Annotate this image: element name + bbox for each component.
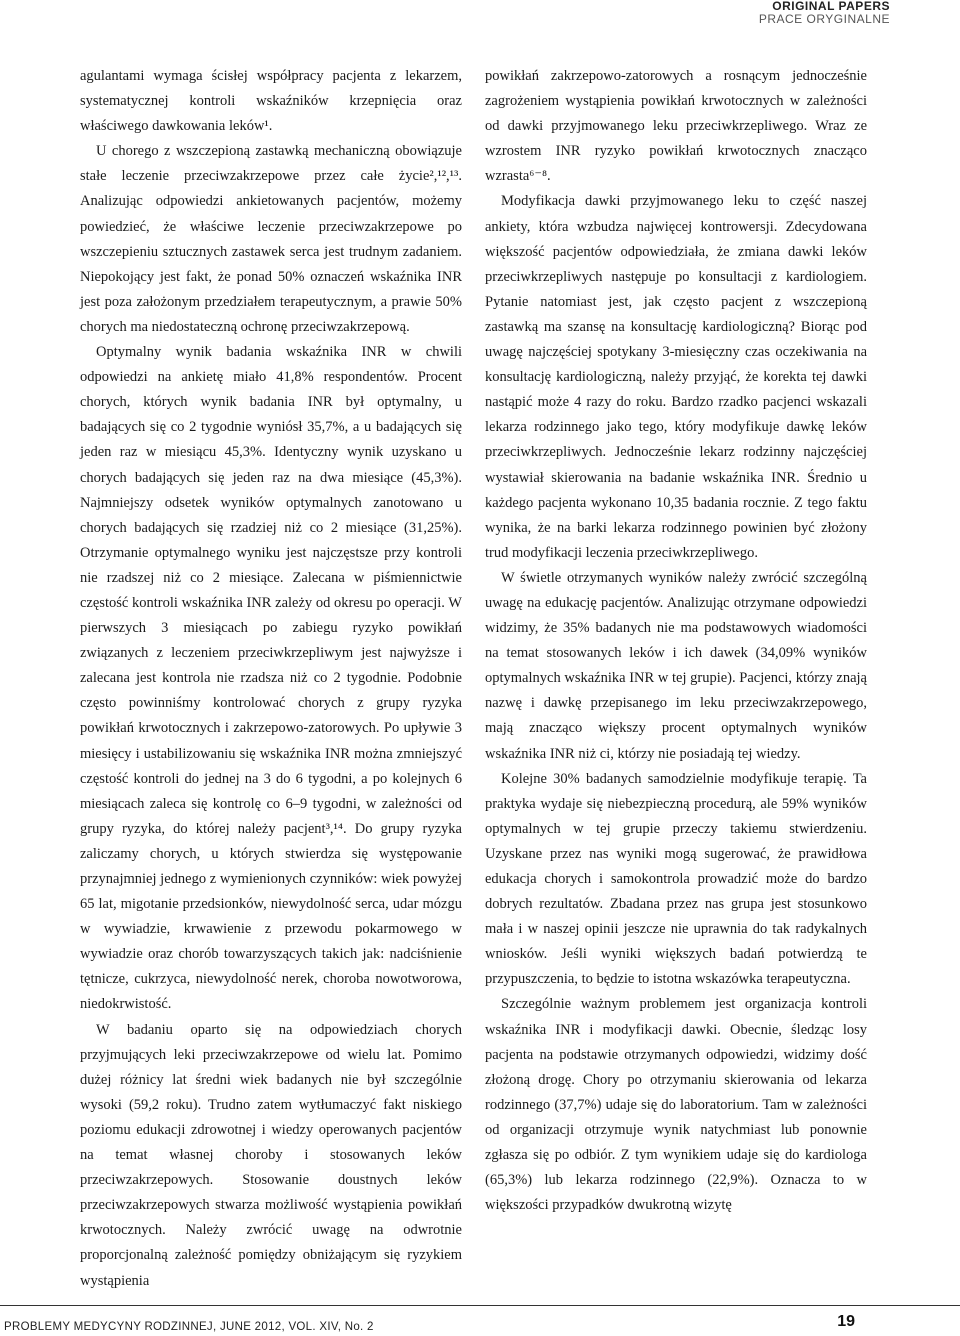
- paragraph: W badaniu oparto się na odpowiedziach chorych przyjmujących leki przeciwzakrzepowe od wielu lat. Pomimo dużej różnicy lat średni wiek badanych nie był szczególnie wysoki (59,2 roku). Trudno zatem wytłumaczyć fakt niskiego poziomu edukacji zdrowotnej i wiedzy operowanych pacjentów na temat własnej choroby i stosowanych leków przeciwzakrzepowych. Stosowanie doustnych leków przeciwzakrzepowych stwarza możliwość wystąpienia powikłań krwotocznych. Należy zwrócić uwagę na odwrotnie proporcjonalną zależność pomiędzy obniżającym się ryzykiem wystąpienia: [80, 1021, 462, 1289]
- paragraph: agulantami wymaga ścisłej współpracy pacjenta z lekarzem, systematycznej kontroli wskaźników krzepnięcia oraz właściwego dawkowania leków¹.: [80, 68, 462, 135]
- paragraph: powikłań zakrzepowo-zatorowych a rosnącym jednocześnie zagrożeniem wystąpienia powikłań krwotocznych w zależności od dawki przyjmowanego leku przeciwkrzepliwego. Wraz ze wzrostem INR ryzyko powikłań krwotocznych znacząco wzrasta⁶⁻⁸.: [485, 68, 867, 185]
- header-section-title-en: ORIGINAL PAPERS: [772, 0, 890, 13]
- footer-divider: [0, 1305, 960, 1306]
- journal-footer: PROBLEMY MEDYCYNY RODZINNEJ, JUNE 2012, VOL. XIV, No. 2: [4, 1321, 374, 1333]
- header-section-title-pl: PRACE ORYGINALNE: [758, 12, 890, 26]
- paragraph: Szczególnie ważnym problemem jest organizacja kontroli wskaźnika INR i modyfikacji dawki. Obecnie, śledząc losy pacjenta na podstawie otrzymanych odpowiedzi, widzimy dość złożoną drogę. Chory po otrzymaniu skierowania od lekarza rodzinnego (37,7%) udaje się do laboratorium. Tam w zależności od organizacji otrzymuje wynik natychmiast lub ponownie zgłasza się po odbiór. Z tym wynikiem udaje się do kardiologa (65,3%) lub lekarza rodzinnego (22,9%). Oznacza to w większości przypadków dwukrotną wizytę: [485, 996, 867, 1214]
- paragraph: U chorego z wszczepioną zastawką mechaniczną obowiązuje stałe leczenie przeciwzakrzepowe przez całe życie²,¹²,¹³. Analizując odpowiedzi ankietowanych pacjentów, możemy powiedzieć, że właściwe leczenie przeciwzakrzepowe po wszczepieniu sztucznych zastawek serca jest trudnym zadaniem. Niepokojący jest fakt, że ponad 50% oznaczeń wskaźnika INR jest poza założonym przedziałem terapeutycznym, a prawie 50% chorych ma niedostateczną ochronę przeciwzakrzepową.: [80, 143, 462, 335]
- left-text-column: [80, 64, 462, 1294]
- paragraph: W świetle otrzymanych wyników należy zwrócić szczególną uwagę na edukację pacjentów. Analizując otrzymane odpowiedzi widzimy, że 35% badanych nie ma podstawowych wiadomości na temat stosowanych leków i ich dawek (34,09% wyników optymalnych wskaźnika INR w tej grupie). Pacjenci, którzy znają nazwę i dawkę przepisanego im leku przeciwzakrzepowego, mają znacząco większy procent optymalnych wyników wskaźnika INR niż ci, którzy nie posiadają tej wiedzy.: [485, 569, 867, 762]
- running-header: [759, 0, 890, 26]
- paragraph: Modyfikacja dawki przyjmowanego leku to część naszej ankiety, która wzbudza najwięcej kontrowersji. Zdecydowana większość pacjentów odpowiedziała, że zmiana dawki leków przeciwkrzepliwych następuje po konsultacji z kardiologiem. Pytanie natomiast jest, jak często pacjent z wszczepioną zastawką ma szansę na konsultację kardiologiczną? Biorąc pod uwagę najczęściej spotykany 3-miesięczny czas oczekiwania na konsultację kardiologiczną, należy przyjąć, że korekta tej dawki nastąpić może 4 razy do roku. Bardzo rzadko pacjenci wskazali lekarza rodzinnego jako tego, który modyfikuje dawkę leków przeciwkrzepliwych. Jednocześnie lekarz rodzinny najczęściej wystawiał skierowania na badanie wskaźnika INR. Średnio u każdego pacjenta wykonano 10,35 badania rocznie. Z tego faktu wynika, że na barki lekarza rodzinnego powinien być złożony trud modyfikacji leczenia przeciwkrzepliwego.: [485, 193, 867, 561]
- page-number: 19: [837, 1313, 855, 1330]
- right-text-column: [485, 64, 867, 1218]
- paragraph: Optymalny wynik badania wskaźnika INR w chwili odpowiedzi na ankietę miało 41,8% respondentów. Procent chorych, których wynik badania INR był optymalny, u badających się co 2 tygodnie wyniósł 35,7%, a u badających się jeden raz w miesiącu 45,3%. Identyczny wynik uzyskano u chorych badających się jeden raz na dwa miesiące (45,3%). Najmniejszy odsetek wyników optymalnych zanotowano u chorych badających się rzadziej niż co 2 miesiące (31,25%). Otrzymanie optymalnego wyniku jest najczęstsze przy kontroli nie rzadszej niż co 2 miesiące. Zalecana w piśmiennictwie częstość kontroli wskaźnika INR zależy od okresu po operacji. W pierwszych 3 miesiącach po zabiegu ryzyko powikłań związanych z leczeniem przeciwkrzepliwym jest najwyższe i zalecana jest kontrola nie rzadsza niż co 2 tygodnie. Podobnie często powinniśmy kontrolować chorych z grupy ryzyka powikłań krwotocznych i zakrzepowo-zatorowych. Po upływie 3 miesięcy i ustabilizowaniu się wskaźnika INR można zmniejszyć częstość kontroli do jednej na 3 do 6 tygodni, a po kolejnych 6 miesiącach zaleca się kontrolę co 6–9 tygodni, w zależności od grupy ryzyka, do której należy pacjent³,¹⁴. Do grupy ryzyka zaliczamy chorych, u których stwierdza się występowanie przynajmniej jednego z wymienionych czynników: wiek powyżej 65 lat, migotanie przedsionków, niewydolność serca, udar mózgu w wywiadzie, krwawienie z przewodu pokarmowego w wywiadzie oraz chorób towarzyszących takich jak: nadciśnienie tętnicze, cukrzyca, niewydolność nerek, choroba nowotworowa, niedokrwistość.: [80, 344, 462, 1013]
- paragraph: Kolejne 30% badanych samodzielnie modyfikuje terapię. Ta praktyka wydaje się niebezpieczną procedurą, ale 59% wyników optymalnych w tej grupie przeczy takiemu stwierdzeniu. Uzyskane przez nas wyniki mogą sugerować, że prawidłowa edukacja chorych i samokontrola prowadzić może do bardzo dobrych rezultatów. Zbadana przez nas grupa jest stosunkowo mała i w naszej opinii jeszcze nie uprawnia do tak radykalnych wniosków. Jeśli wyniki większych badań potwierdzą te przypuszczenia, to będzie to istotna wskazówka terapeutyczna.: [485, 770, 867, 988]
